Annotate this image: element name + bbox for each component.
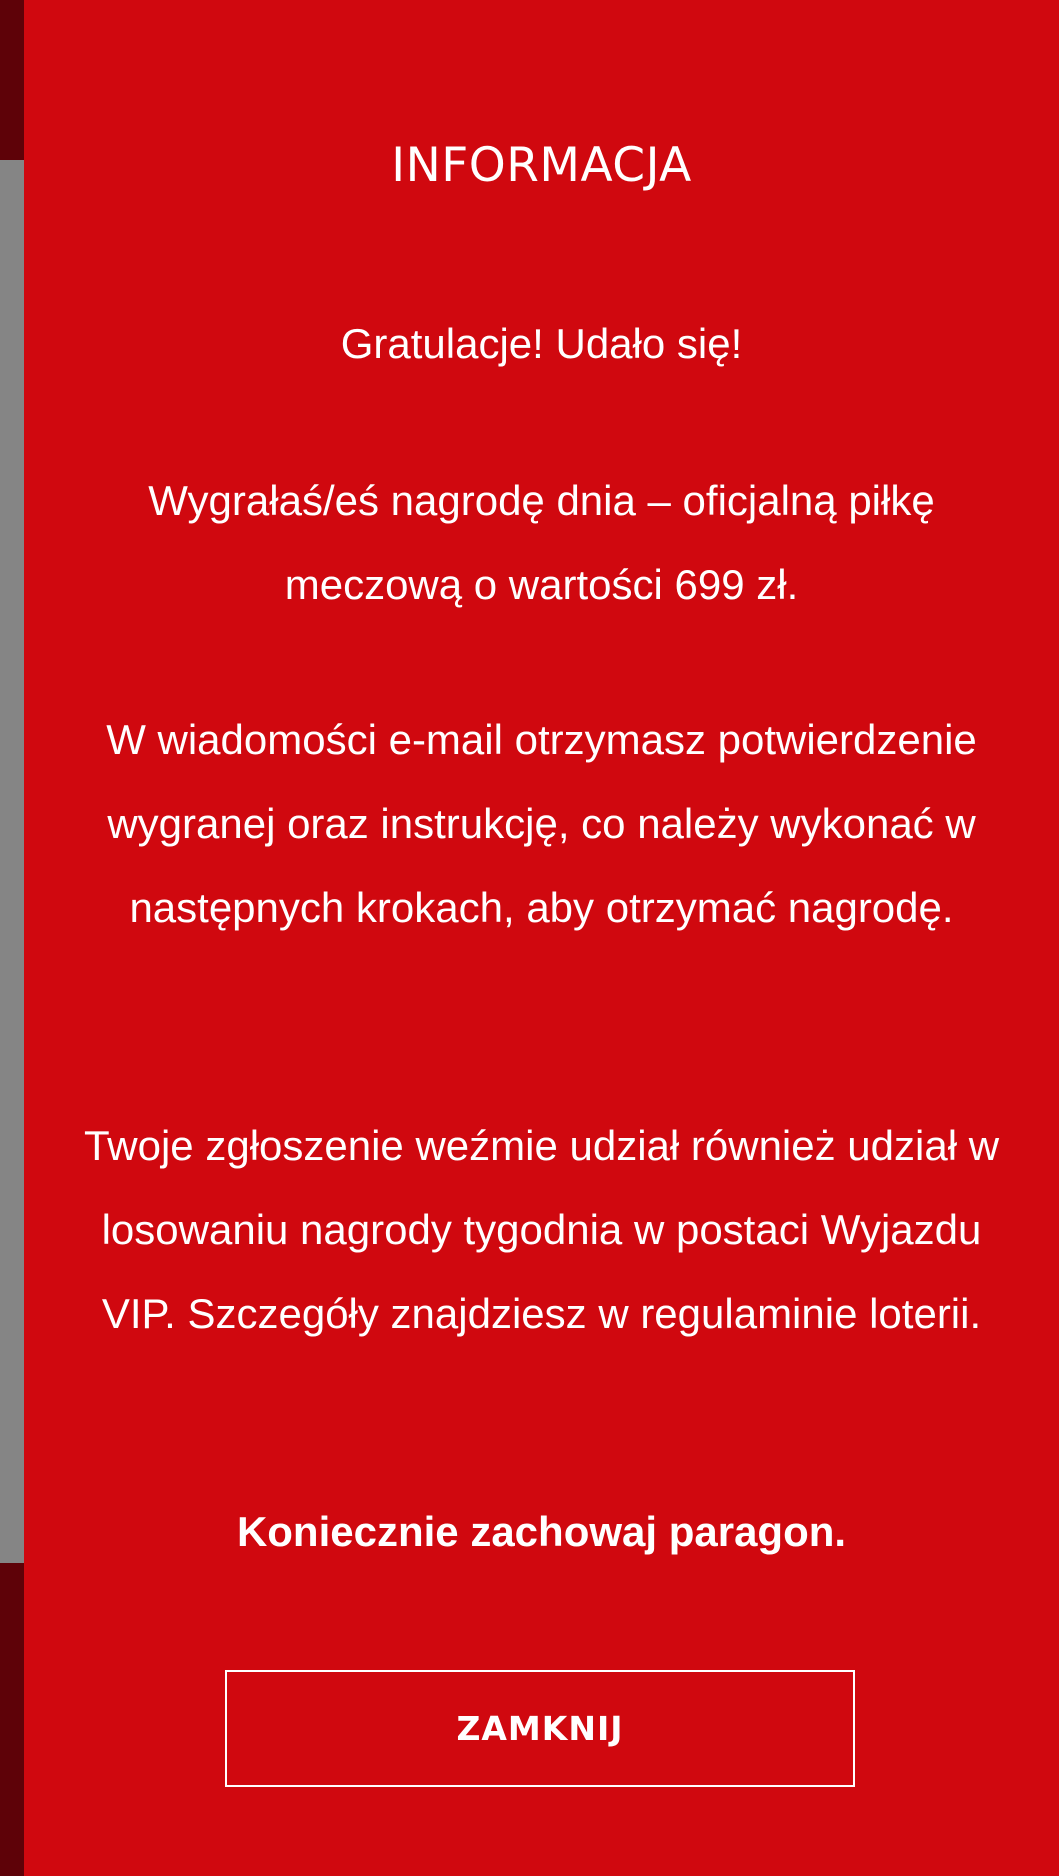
modal-title: INFORMACJA: [391, 138, 692, 193]
info-modal: [24, 0, 1059, 1876]
email-info-text: W wiadomości e-mail otrzymasz potwierdzenie wygranej oraz instrukcję, co należy wykonać w następnych krokach, aby otrzymać nagrodę.: [106, 716, 977, 931]
close-button[interactable]: ZAMKNIJ: [225, 1670, 855, 1787]
weekly-draw-text: Twoje zgłoszenie weźmie udział również udział w losowaniu nagrody tygodnia w postaci Wyjazdu VIP. Szczegóły znajdziesz w regulaminie loterii.: [83, 1122, 1000, 1337]
keep-receipt-text: Koniecznie zachowaj paragon.: [236, 1508, 847, 1555]
prize-text: Wygrałaś/eś nagrodę dnia – oficjalną piłkę meczową o wartości 699 zł.: [148, 477, 935, 608]
congratulations-text: Gratulacje! Udało się!: [340, 320, 743, 367]
backdrop-content: [0, 160, 24, 1563]
